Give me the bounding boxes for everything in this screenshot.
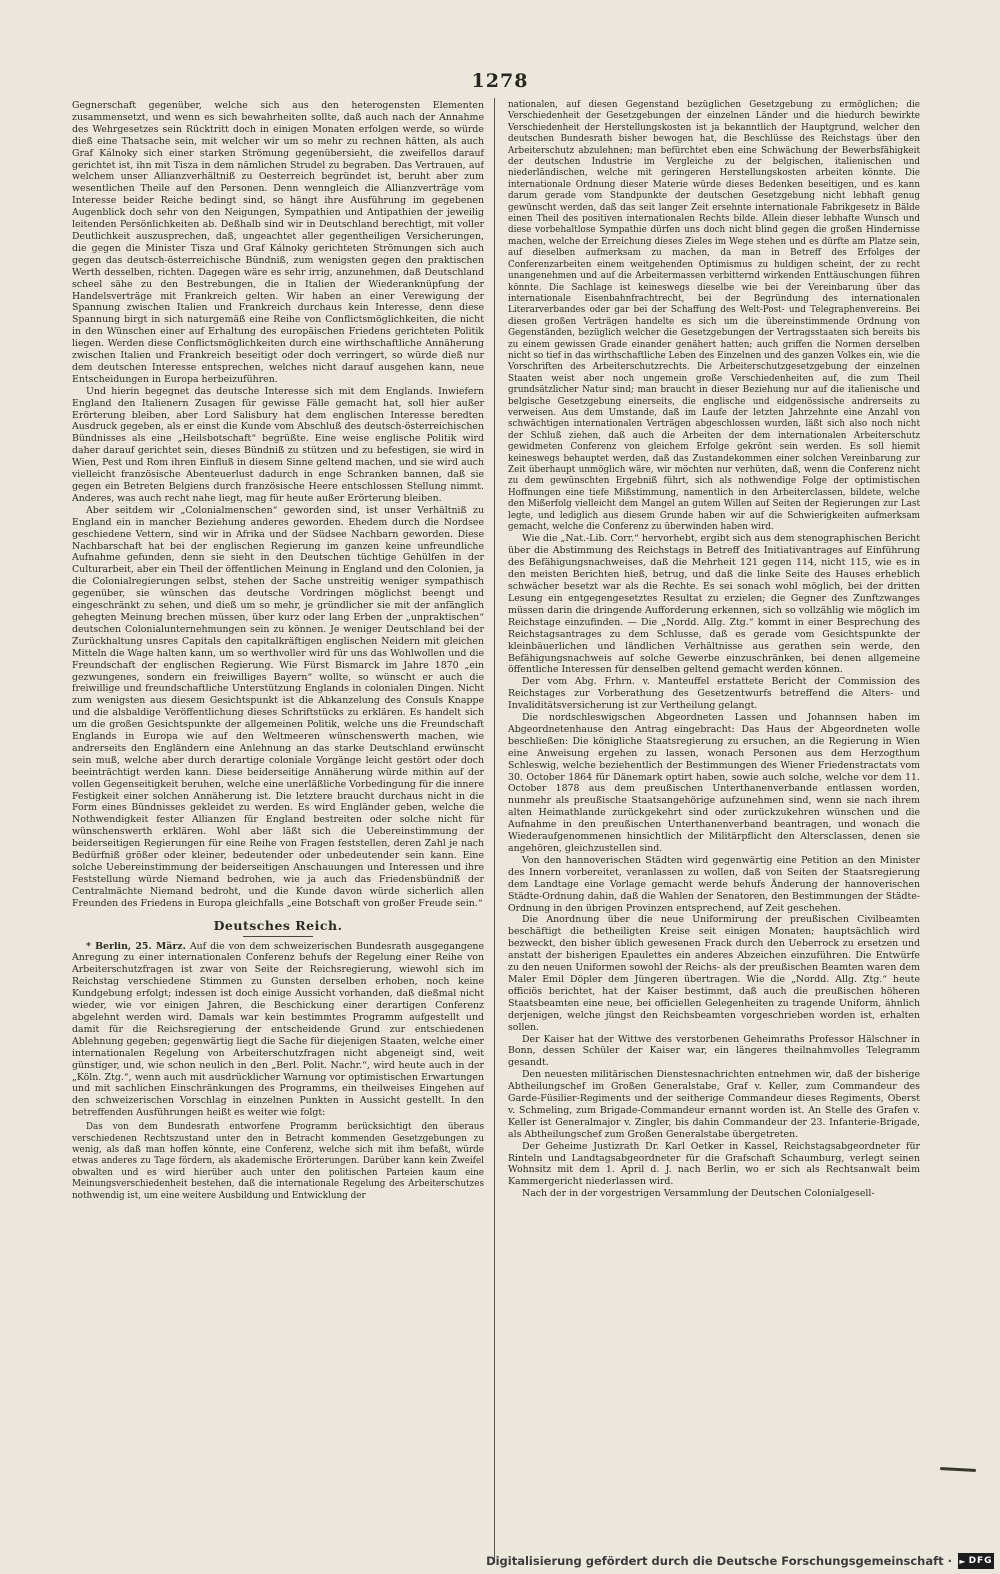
article-paragraph: Aber seitdem wir „Colonialmenschen“ geworden sind, ist unser Verhältniß zu England ein in mancher Beziehung anderes geworden. Ehedem durch die Nordsee geschiedene Vettern, sind wir in Afrika und der Südsee Nachbarn geworden. Diese Nachbarschaft hat bei der englischen Regierung im ganzen keine unfreundliche Aufnahme gefunden, denn sie sieht in den Deutschen tüchtige Gehülfen in der Culturarbeit, aber ein Theil der öffentlichen Meinung in England und den Colonien, ja die Colonialregierungen selbst, stehen der Sache unstreitig weniger sympathisch gegenüber, sie wünschen das deutsche Vordringen möglichst beengt und eingeschränkt zu sehen, und dieß um so mehr, je gründlicher sie mit der anfänglich gehegten Meinung brechen müssen, über kurz oder lang Erben der „unpraktischen“ deutschen Colonialunternehmungen sein zu können. Je weniger Deutschland bei der Zurückhaltung unsres Capitals den capitalkräftigen englischen Neidern mit gleichen Mitteln die Wage halten kann, um so werthvoller wird für uns das Wohlwollen und die Freundschaft der englischen Regierung. Wie Fürst Bismarck im Jahre 1870 „ein gezwungenes, sondern ein freiwilliges Bayern“ wollte, so wünscht er auch die freiwillige und freundschaftliche Unterstützung Englands in colonialen Dingen. Nicht zum wenigsten aus diesem Gesichtspunkt ist die Abkanzelung des Consuls Knappe und die alsbaldige Veröffentlichung dieses Schriftstücks zu erklären. Es handelt sich um die großen Gesichtspunkte der allgemeinen Politik, welche uns die Freundschaft Englands in Europa wie auf den Weltmeeren wünschenswerth machen, wie andrerseits den Engländern eine Anlehnung an das starke Deutschland erwünscht sein muß, welche aber durch derartige coloniale Vorgänge leicht gestört oder doch beeinträchtigt werden kann. Diese beiderseitige Annäherung würde mithin auf der vollen Gegenseitigkeit beruhen, welche eine unerläßliche Vorbedingung für die innere Festigkeit einer solchen Annäherung ist. Die letztere braucht durchaus nicht in die Form eines Bündnisses gekleidet zu werden. Es wird Engländer geben, welche die Nothwendigkeit fester Allianzen für England bestreiten oder solche nicht für wünschenswerth erklären. Wohl aber läßt sich die Uebereinstimmung der beiderseitigen Regierungen für eine Reihe von Fragen feststellen, deren Zahl je nach Bedürfniß größer oder kleiner, bedeutender oder unbedeutender sein kann. Eine solche Uebereinstimmung der beiderseitigen Anschauungen und Interessen und ihre Feststellung würde Niemand bedrohen, wie ja auch das Friedensbündniß der Centralmächte Niemand bedroht, und die Kunde davon würde sicherlich allen Freunden des Friedens in Europa gleichfalls „eine Botschaft von großer Freude sein.“ xyxy=(72,504,484,909)
article-paragraph: Gegnerschaft gegenüber, welche sich aus den heterogensten Elementen zusammensetzt, und wenn es sich bewahrheiten sollte, daß auch nach der Annahme des Wehrgesetzes sein Rücktritt doch in einigen Monaten erfolgen werde, so würde dieß eine Thatsache sein, mit welcher wir um so mehr zu rechnen hätten, als auch Graf Kálnoky sich einer starken Strömung gegenübersieht, die zweifellos darauf gerichtet ist, ihn mit Tisza in dem nämlichen Strudel zu begraben. Das Vertrauen, auf welchem unser Allianzverhältniß zu Oesterreich begründet ist, beruht aber zum wesentlichen Theile auf den Personen. Denn wenngleich die Allianzverträge vom Interesse beider Reiche bedingt sind, so hängt ihre Ausführung im gegebenen Augenblick doch sehr von den Neigungen, Sympathien und Antipathien der jeweilig leitenden Persönlichkeiten ab. Deßhalb sind wir in Deutschland berechtigt, mit voller Deutlichkeit auszusprechen, daß, ungeachtet aller gegentheiligen Versicherungen, die gegen die Minister Tisza und Graf Kálnoky gerichteten Strömungen sich auch gegen das deutsch-österreichische Bündniß, zum wenigsten gegen den praktischen Werth desselben, richten. Dagegen wäre es sehr irrig, anzunehmen, daß Deutschland scheel sähe zu den Bestrebungen, die in Italien der Wiederanknüpfung der Handelsverträge mit Frankreich gelten. Wir haben an einer Verewigung der Spannung zwischen Italien und Frankreich durchaus kein Interesse, denn diese Spannung birgt in sich naturgemäß eine Reihe von Conflictsmöglichkeiten, die nicht in den Wünschen einer auf Erhaltung des europäischen Friedens gerichteten Politik liegen. Werden diese Conflictsmöglichkeiten durch eine wirthschaftliche Annäherung zwischen Italien und Frankreich beseitigt oder doch verringert, so würde dieß nur dem deutschen Interesse entsprechen, welches nicht darauf ausgehen kann, neue Entscheidungen in Europa herbeizuführen. xyxy=(72,100,484,385)
right-column xyxy=(508,100,920,1500)
left-column xyxy=(72,100,484,1560)
news-item: Der vom Abg. Frhrn. v. Manteuffel erstattete Bericht der Commission des Reichstages zur Vorberathung des Gesetzentwurfs betreffend die Alters- und Invaliditätsversicherung ist zur Vertheilung gelangt. xyxy=(508,676,920,712)
scan-mark xyxy=(940,1467,976,1472)
news-item: Den neuesten militärischen Dienstesnachrichten entnehmen wir, daß der bisherige Abtheilungschef im Großen Generalstabe, Graf v. Keller, zum Commandeur des Garde-Füsilier-Regiments und der seitherige Commandeur dieses Regiments, Oberst v. Schmeling, zum Brigade-Commandeur ernannt worden ist. An Stelle des Grafen v. Keller ist Generalmajor v. Zingler, bis dahin Commandeur der 23. Infanterie-Brigade, als Abtheilungschef zum Großen Generalstabe übergetreten. xyxy=(508,1069,920,1140)
dateline: * Berlin, 25. März. xyxy=(86,940,186,952)
news-item: Wie die „Nat.-Lib. Corr.“ hervorhebt, ergibt sich aus dem stenographischen Bericht über die Abstimmung des Reichstags in Betreff des Initiativantrages auf Einführung des Befähigungsnachweises, daß die Mehrheit 121 gegen 114, nicht 115, wie es in den meisten Berichten hieß, betrug, und daß die linke Seite des Hauses erheblich schwächer besetzt war als die Rechte. Es sei sonach wohl möglich, bei der dritten Lesung ein entgegengesetztes Resultat zu erzielen; die Gegner des Zunftzwanges müssen darin die dringende Aufforderung erkennen, sich so vollzählig wie möglich im Reichstage einzufinden. — Die „Nordd. Allg. Ztg.“ kommt in einer Besprechung des Reichstagsantrages zu dem Schlusse, daß es gerade vom Gesichtspunkte der kleinbäuerlichen und ländlichen Verhältnisse aus gerathen sein werde, den Befähigungsnachweis auf solche Gewerbe einzuschränken, bei denen allgemeine öffentliche Interessen für denselben geltend gemacht werden können. xyxy=(508,533,920,676)
section-title: Deutsches Reich. xyxy=(213,917,343,933)
dfg-logo xyxy=(958,1553,994,1569)
column-divider xyxy=(494,98,495,1563)
dfg-arrow-icon: ► xyxy=(959,1556,967,1566)
news-item: Nach der in der vorgestrigen Versammlung der Deutschen Colonialgesell- xyxy=(522,1188,875,1200)
quoted-passage-continued: nationalen, auf diesen Gegenstand bezüglichen Gesetzgebung zu ermöglichen; die Verschiedenheit der Gesetzgebungen der einzelnen Länder und die hiedurch bewirkte Verschiedenheit der Herstellungskosten ist ja bekanntlich der Hauptgrund, welcher den deutschen Bundesrath bisher bewogen hat, die Beschlüsse des Reichstags über den Arbeiterschutz abzulehnen; man befürchtet eben eine Schwächung der Bewerbsfähigkeit der deutschen Industrie im Vergleiche zu der belgischen, italienischen und niederländischen, welche mit geringeren Herstellungskosten arbeiten könnte. Die internationale Ordnung dieser Materie würde dieses Bedenken beseitigen, und es kann darum gerade vom Standpunkte der deutschen Gesetzgebung nicht lebhaft genug gewünscht werden, daß das seit langer Zeit ersehnte internationale Fabrikgesetz in Bälde einen Theil des positiven internationalen Rechts bilde. Allein dieser lebhafte Wunsch und diese vorbehaltlose Sympathie dürfen uns doch nicht blind gegen die großen Hindernisse machen, welche der Erreichung dieses Zieles im Wege stehen und es dürfte am Platze sein, auf dieselben aufmerksam zu machen, da man in Betreff des Erfolges der Conferenzarbeiten einem weitgehenden Optimismus zu huldigen scheint, der zu recht unangenehmen und auf die Arbeitermassen verbitternd wirkenden Enttäuschungen führen könnte. Die Sachlage ist keineswegs dieselbe wie bei der Vereinbarung über das internationale Eisenbahnfrachtrecht, bei der Begründung des internationalen Literarverbandes oder gar bei der Schaffung des Welt-Post- und Telegraphenvereins. Bei diesen großen Verträgen handelte es sich um die übereinstimmende Ordnung von Gegenständen, bezüglich welcher die Gesetzgebungen der Vertragsstaaten sich bereits bis zu einem gewissen Grade einander genähert hatten; auch griffen die Normen derselben nicht so tief in das wirthschaftliche Leben des Einzelnen und des ganzen Volkes ein, wie die Vorschriften des Arbeiterschutzrechts. Die Arbeiterschutzgesetzgebung der einzelnen Staaten weist aber noch ungemein große Verschiedenheiten auf, die zum Theil grundsätzlicher Natur sind; man braucht in dieser Beziehung nur auf die italienische und belgische Gesetzgebung einerseits, die englische und eidgenössische andrerseits zu verweisen. Aus dem Umstande, daß im Laufe der letzten Jahrzehnte eine Anzahl von schwächtigen internationalen Verträgen abgeschlossen wurden, läßt sich also noch nicht der Schluß ziehen, daß auch die Arbeiten der dem internationalen Arbeiterschutz gewidmeten Conferenz von gleichem Erfolge gekrönt sein werden. Es soll hiemit keineswegs behauptet werden, daß das Zustandekommen einer solchen Vereinbarung zur Zeit überhaupt unmöglich wäre, wir möchten nur verhüten, daß, wenn die Conferenz nicht zu dem gewünschten Ergebniß führt, sich als nothwendige Folge der optimistischen Hoffnungen eine tiefe Mißstimmung, namentlich in den Arbeiterclassen, bildete, welche den Mißerfolg vielleicht dem Mangel an gutem Willen auf Seiten der Regierungen zur Last legte, und lediglich aus diesem Grunde haben wir auf die Schwierigkeiten aufmerksam gemacht, welche die Conferenz zu überwinden haben wird. xyxy=(508,100,920,533)
footer-bar xyxy=(0,1548,1000,1574)
news-item xyxy=(72,941,484,1120)
funding-notice: Digitalisierung gefördert durch die Deutsche Forschungsgemeinschaft · xyxy=(486,1554,952,1568)
news-item-text: Auf die von dem schweizerischen Bundesrath ausgegangene Anregung zu einer internationalen Conferenz behufs der Regelung einer Reihe von Arbeiterschutzfragen ist zwar von Seite der Reichsregierung, wiewohl sich im Reichstag verschiedene Stimmen zu Gunsten derselben erhoben, noch keine Kundgebung erfolgt; indessen ist doch einige Aussicht vorhanden, daß dießmal nicht wieder, wie vor einigen Jahren, die Beschickung einer derartigen Conferenz abgelehnt werden wird. Damals war kein bestimmtes Programm aufgestellt und damit für die Reichsregierung der entscheidende Grund zur entschiedenen Ablehnung gegeben; gegenwärtig liegt die Sache für diejenigen Staaten, welche einer internationalen Regelung von Arbeiterschutzfragen nicht abgeneigt sind, weit günstiger, und, wie schon neulich in den „Berl. Polit. Nachr.“, wird heute auch in der „Köln. Ztg.“, wenn auch mit ausdrücklicher Warnung vor optimistischen Erwartungen und mit sachlichen Einschränkungen des Programms, ein theilweises Eingehen auf den schweizerischen Vorschlag in einzelnen Punkten in Aussicht gestellt. In den betreffenden Ausführungen heißt es weiter wie folgt: xyxy=(72,940,484,1119)
news-item: Die nordschleswigschen Abgeordneten Lassen und Johannsen haben im Abgeordnetenhause den Antrag eingebracht: Das Haus der Abgeordneten wolle beschließen: Die königliche Staatsregierung zu ersuchen, an die Regierung in Wien eine Anweisung ergehen zu lassen, wonach Personen aus dem Herzogthum Schleswig, welche beziehentlich der Bestimmungen des Wiener Friedenstractats vom 30. October 1864 für Dänemark optirt haben, sowie auch solche, welche vor dem 11. October 1878 aus dem preußischen Unterthanenverbande entlassen worden, nunmehr als preußische Staatsangehörige aufzunehmen sind, wenn sie nach ihrem alten Heimathlande zurückgekehrt sind oder zurückzukehren wünschen und die Aufnahme in den preußischen Unterthanenverband beantragen, und wonach die Wiederaufgenommenen hinsichtlich der Militärpflicht den Altersclassen, denen sie angehören, gleichzustellen sind. xyxy=(508,712,920,854)
article-paragraph: Und hierin begegnet das deutsche Interesse sich mit dem Englands. Inwiefern England den Italienern Zusagen für gewisse Fälle gemacht hat, soll hier außer Erörterung bleiben, aber Lord Salisbury hat dem englischen Interesse beredten Ausdruck gegeben, als er einst die Kunde vom Abschluß des deutsch-österreichischen Bündnisses als eine „Heilsbotschaft“ begrüßte. Eine weise englische Politik wird daher darauf gerichtet sein, dieses Bündniß zu stützen und zu befestigen, sie wird in Wien, Pest und Rom ihren Einfluß in diesem Sinne geltend machen, und sie wird auch vielleicht französische Abenteuerlust dadurch in enge Schranken bannen, daß sie gegen ein Betreten Belgiens durch französische Heere entschlossen Stellung nimmt. Anderes, was auch recht nahe liegt, mag für heute außer Erörterung bleiben. xyxy=(72,385,484,504)
news-item: Die Anordnung über die neue Uniformirung der preußischen Civilbeamten beschäftigt die betheiligten Kreise seit einigen Monaten; hauptsächlich wird bezweckt, den bisher üblich gewesenen Frack durch den Ueberrock zu ersetzen und anstatt der bisherigen Epaulettes ein anderes Abzeichen einzuführen. Die Entwürfe zu den neuen Uniformen sowohl der Reichs- als der preußischen Beamten waren dem Maler Emil Döpler dem Jüngeren übertragen. Wie die „Nordd. Allg. Ztg.“ heute officiös berichtet, hat der Kaiser bestimmt, daß auch die preußischen höheren Staatsbeamten eine neue, bei officiellen Gelegenheiten zu tragende Uniform, ähnlich derjenigen, welche jüngst den Reichsbeamten vorgeschrieben worden ist, erhalten sollen. xyxy=(508,914,920,1033)
title-divider xyxy=(243,936,313,937)
page-number: 1278 xyxy=(471,70,529,92)
dfg-logo-text: DFG xyxy=(968,1556,993,1566)
quoted-passage: Das von dem Bundesrath entworfene Programm berücksichtigt den überaus verschiedenen Rechtszustand unter den in Betracht kommenden Gesetzgebungen zu wenig, als daß man hoffen könnte, eine Conferenz, welche sich mit ihm befaßt, würde etwas anderes zu Tage fördern, als akademische Erörterungen. Darüber kann kein Zweifel obwalten und es wird hierüber auch unter den politischen Parteien kaum eine Meinungsverschiedenheit bestehen, daß die internationale Regelung des Arbeiterschutzes nothwendig ist, um eine weitere Ausbildung und Entwicklung der xyxy=(72,1122,484,1201)
news-item: Der Kaiser hat der Wittwe des verstorbenen Geheimraths Professor Hälschner in Bonn, dessen Schüler der Kaiser war, ein längeres theilnahmvolles Telegramm gesandt. xyxy=(508,1033,920,1069)
news-item: Der Geheime Justizrath Dr. Karl Oetker in Kassel, Reichstagsabgeordneter für Rinteln und Landtagsabgeordneter für die Grafschaft Schaumburg, verlegt seinen Wohnsitz mit dem 1. April d. J. nach Berlin, wo er sich als Rechtsanwalt beim Kammergericht niederlassen wird. xyxy=(508,1140,920,1188)
news-item: Von den hannoverischen Städten wird gegenwärtig eine Petition an den Minister des Innern vorbereitet, veranlassen zu wollen, daß von Seiten der Staatsregierung dem Landtage eine Vorlage gemacht werde behufs Änderung der hannoverischen Städte-Ordnung dahin, daß die Wahlen der Senatoren, den Bestimmungen der Städte-Ordnung in den übrigen Provinzen entsprechend, auf Zeit geschehen. xyxy=(508,854,920,914)
